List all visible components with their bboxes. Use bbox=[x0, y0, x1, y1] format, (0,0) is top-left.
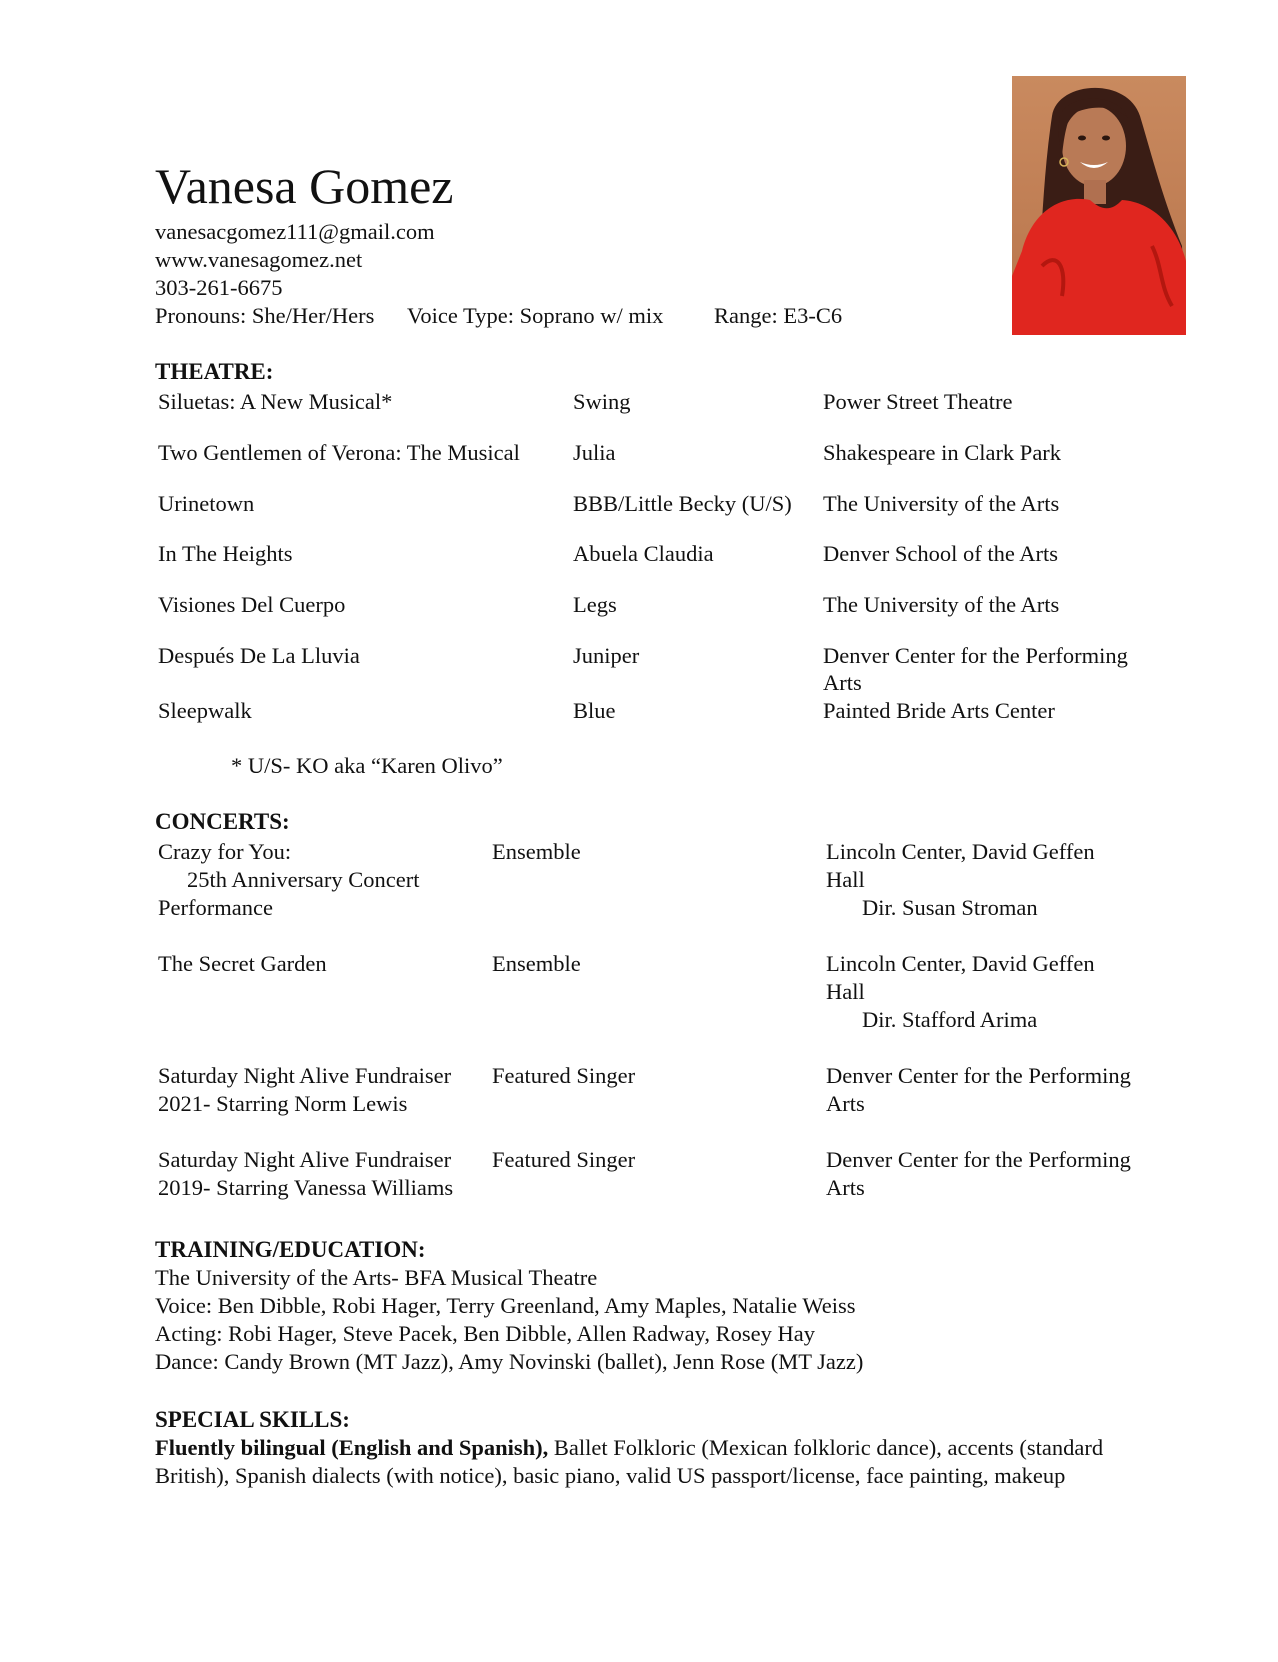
theatre-role: Swing bbox=[573, 389, 631, 414]
skills-heading: SPECIAL SKILLS: bbox=[155, 1407, 350, 1432]
concert-venue-line2: Arts bbox=[826, 1091, 865, 1116]
concert-role: Ensemble bbox=[492, 839, 581, 864]
headshot-photo bbox=[1012, 76, 1186, 335]
concert-role: Featured Singer bbox=[492, 1063, 636, 1088]
concert-director: Dir. Susan Stroman bbox=[862, 895, 1038, 920]
theatre-title: Two Gentlemen of Verona: The Musical bbox=[158, 440, 520, 465]
theatre-title: Visiones Del Cuerpo bbox=[158, 592, 346, 617]
theatre-venue: Shakespeare in Clark Park bbox=[823, 440, 1062, 465]
phone-text: 303-261-6675 bbox=[155, 275, 283, 300]
concert-venue-line2: Hall bbox=[826, 867, 865, 892]
training-line: Acting: Robi Hager, Steve Pacek, Ben Dibble, Allen Radway, Rosey Hay bbox=[155, 1321, 816, 1346]
skills-text: Ballet Folkloric (Mexican folkloric dance), accents (standard British), Spanish dialects (with notice), basic piano, valid US passport/license, face painting, makeup bbox=[155, 1435, 1104, 1488]
concert-title: Saturday Night Alive Fundraiser bbox=[158, 1147, 452, 1172]
concert-title: Crazy for You: bbox=[158, 839, 292, 864]
concert-title-line2: 2021- Starring Norm Lewis bbox=[158, 1091, 408, 1116]
email-text: vanesacgomez111@gmail.com bbox=[155, 219, 435, 244]
training-line: Voice: Ben Dibble, Robi Hager, Terry Greenland, Amy Maples, Natalie Weiss bbox=[155, 1293, 856, 1318]
theatre-venue: Power Street Theatre bbox=[823, 389, 1013, 414]
concert-title-line2: 2019- Starring Vanessa Williams bbox=[158, 1175, 454, 1200]
theatre-venue: The University of the Arts bbox=[823, 592, 1060, 617]
concert-director: Dir. Stafford Arima bbox=[862, 1007, 1038, 1032]
theatre-venue: Painted Bride Arts Center bbox=[823, 698, 1055, 723]
concert-venue: Lincoln Center, David Geffen bbox=[826, 951, 1095, 976]
theatre-heading: THEATRE: bbox=[155, 359, 274, 384]
concert-title-line3: Performance bbox=[158, 895, 273, 920]
concert-venue: Denver Center for the Performing bbox=[826, 1063, 1131, 1088]
theatre-role: Abuela Claudia bbox=[573, 541, 714, 566]
theatre-role: Blue bbox=[573, 698, 616, 723]
concert-title-line2: 25th Anniversary Concert bbox=[187, 867, 420, 892]
range-text: Range: E3-C6 bbox=[714, 303, 843, 328]
theatre-role: Julia bbox=[573, 440, 616, 465]
theatre-role: Juniper bbox=[573, 643, 640, 668]
theatre-venue: Denver School of the Arts bbox=[823, 541, 1058, 566]
concert-role: Featured Singer bbox=[492, 1147, 636, 1172]
concert-title: Saturday Night Alive Fundraiser bbox=[158, 1063, 452, 1088]
concerts-heading: CONCERTS: bbox=[155, 809, 290, 834]
theatre-title: Siluetas: A New Musical* bbox=[158, 389, 393, 414]
training-line: Dance: Candy Brown (MT Jazz), Amy Novinski (ballet), Jenn Rose (MT Jazz) bbox=[155, 1349, 864, 1374]
skills-bold-text: Fluently bilingual (English and Spanish), bbox=[155, 1435, 549, 1460]
training-heading: TRAINING/EDUCATION: bbox=[155, 1237, 426, 1262]
theatre-title: Urinetown bbox=[158, 491, 255, 516]
theatre-venue: Denver Center for the Performing bbox=[823, 643, 1128, 668]
website-text: www.vanesagomez.net bbox=[155, 247, 363, 272]
pronouns-text: Pronouns: She/Her/Hers bbox=[155, 303, 375, 328]
concert-venue: Lincoln Center, David Geffen bbox=[826, 839, 1095, 864]
theatre-title: Sleepwalk bbox=[158, 698, 252, 723]
theatre-venue: The University of the Arts bbox=[823, 491, 1060, 516]
concert-title: The Secret Garden bbox=[158, 951, 327, 976]
concert-venue-line2: Arts bbox=[826, 1175, 865, 1200]
theatre-title: In The Heights bbox=[158, 541, 293, 566]
theatre-title: Después De La Lluvia bbox=[158, 643, 360, 668]
concert-role: Ensemble bbox=[492, 951, 581, 976]
theatre-venue-line2: Arts bbox=[823, 670, 862, 695]
theatre-role: Legs bbox=[573, 592, 617, 617]
theatre-footnote: * U/S- KO aka “Karen Olivo” bbox=[231, 753, 503, 778]
training-line: The University of the Arts- BFA Musical Theatre bbox=[155, 1265, 598, 1290]
theatre-role: BBB/Little Becky (U/S) bbox=[573, 491, 792, 516]
voice-type-text: Voice Type: Soprano w/ mix bbox=[407, 303, 664, 328]
resume-name: Vanesa Gomez bbox=[155, 158, 454, 214]
skills-paragraph bbox=[155, 1434, 1175, 1490]
concert-venue: Denver Center for the Performing bbox=[826, 1147, 1131, 1172]
concert-venue-line2: Hall bbox=[826, 979, 865, 1004]
